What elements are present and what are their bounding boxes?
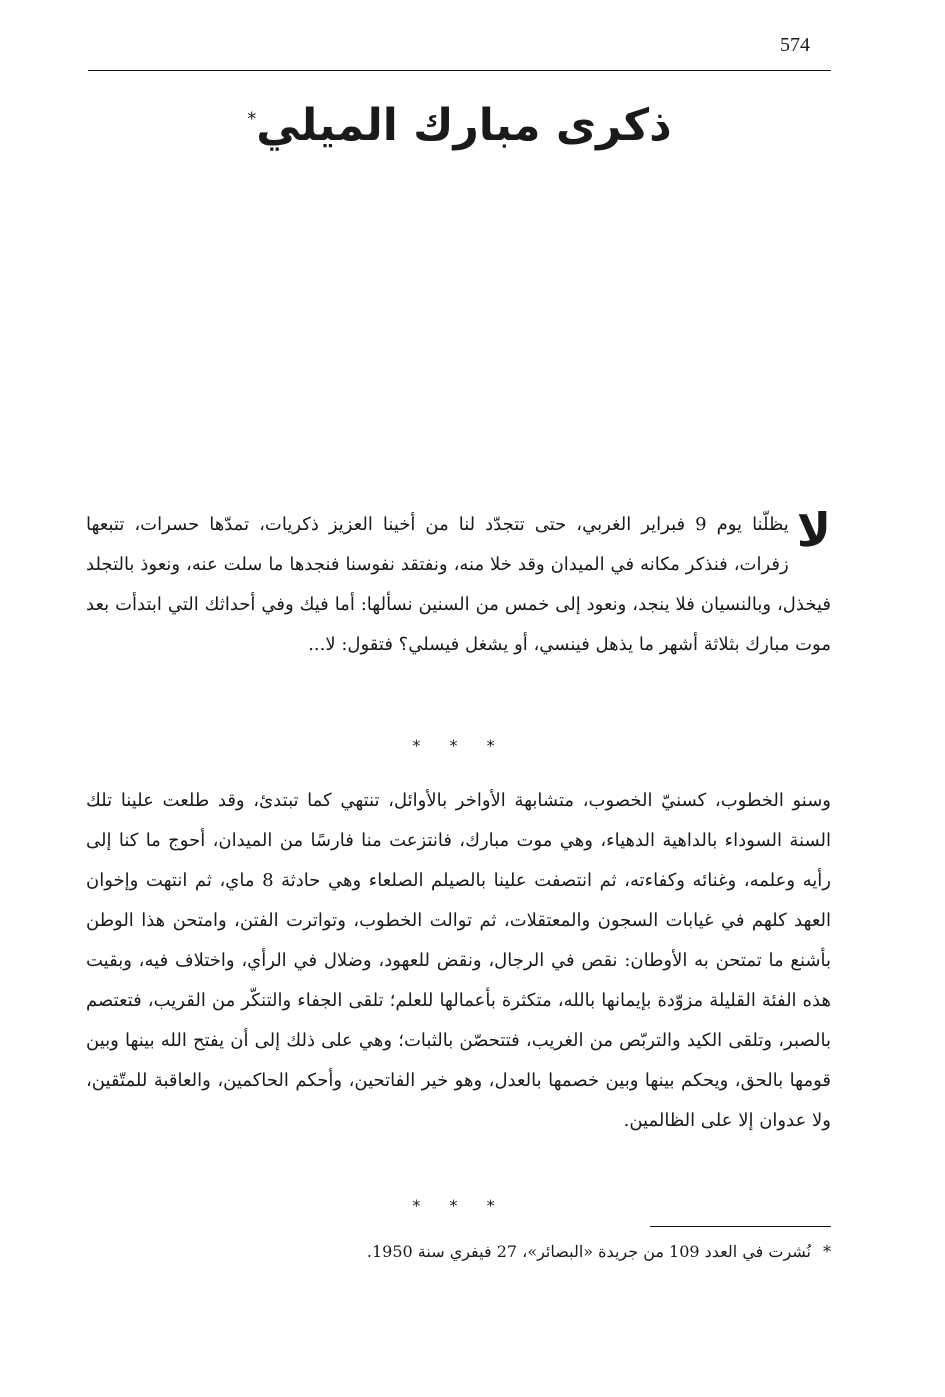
footnote-marker: * (823, 1242, 831, 1261)
section-separator-2: * * * (412, 1196, 507, 1215)
footnote-rule (650, 1226, 831, 1227)
title-footnote-marker: * (247, 108, 257, 130)
footnote-text: نُشرت في العدد 109 من جريدة «البصائر»، 27 فيفري سنة 1950. (366, 1242, 811, 1261)
paragraph-2 (86, 781, 831, 1141)
dropcap: لا (796, 503, 831, 557)
page-title (88, 100, 831, 151)
paragraph-1-text: يظلّنا يوم 9 فبراير الغربي، حتى تتجدّد لنا من أخينا العزيز ذكريات، تمدّها حسرات، تتبعها زفرات، فنذكر مكانه في الميدان وقد خلا منه، ونفتقد نفوسنا فنجدها ما سلت عنه، ونعوذ بالتجلد فيخذل، وبالنسيان فلا ينجد، ونعود إلى خمس من السنين نسألها: أما فيك وفي أحداثك التي ابتدأت بعد موت مبارك بثلاثة أشهر ما يذهل فينسي، أو يشغل فيسلي؟ فتقول: لا... (86, 514, 831, 655)
header-rule (88, 70, 831, 71)
section-separator-1: * * * (412, 736, 507, 755)
footnote (86, 1238, 831, 1266)
paragraph-2-text: وسنو الخطوب، كسنيّ الخصوب، متشابهة الأواخر بالأوائل، تنتهي كما تبتدئ، وقد طلعت علينا تلك السنة السوداء بالداهية الدهياء، وهي موت مبارك، فانتزعت منا فارسًا من الميدان، أحوج ما كنا إلى رأيه وعلمه، وغنائه وكفاءته، ثم انتصفت علينا بالصيلم الصلعاء وهي حادثة 8 ماي، ثم انتهت وإخوان العهد كلهم في غيابات السجون والمعتقلات، ثم توالت الخطوب، وتواترت الفتن، وامتحن هذا الوطن بأشنع ما تمتحن به الأوطان: نقص في الرجال، ونقض للعهود، وضلال في الرأي، واختلاف فيه، وبقيت هذه الفئة القليلة مزوّدة بإيمانها بالله، متكثرة بأعمالها للعلم؛ تلقى الجفاء والتنكّر من القريب، فتعتصم بالصبر، وتلقى الكيد والتربّص من الغريب، فتتحصّن بالثبات؛ وهي على ذلك إلى أن يفتح الله بينها وبين قومها بالحق، ويحكم بينها وبين خصمها بالعدل، وهو خير الفاتحين، وأحكم الحاكمين، والعاقبة للمتّقين، ولا عدوان إلا على الظالمين. (86, 790, 831, 1131)
page-number: 574 (780, 34, 810, 56)
title-text: ذكرى مبارك الميلي (256, 100, 672, 151)
paragraph-1 (86, 505, 831, 665)
